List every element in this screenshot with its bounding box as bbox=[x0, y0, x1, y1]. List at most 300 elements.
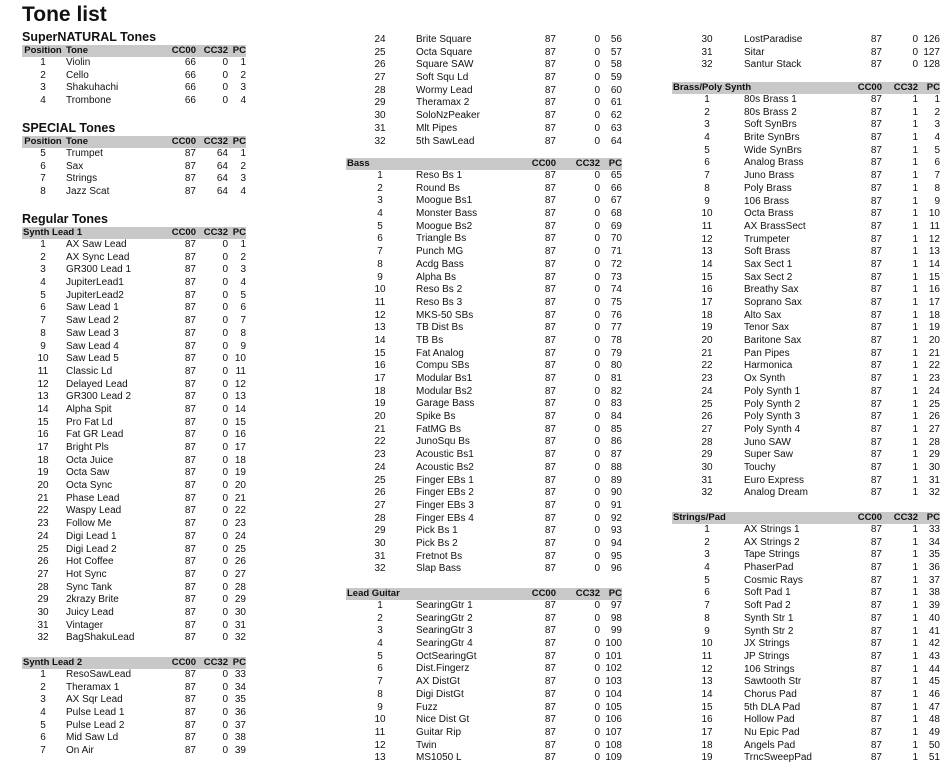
cc00-cell: 87 bbox=[544, 563, 556, 575]
cc32-cell: 0 bbox=[594, 135, 600, 147]
position-cell: 14 bbox=[37, 403, 49, 415]
cc00-cell: 87 bbox=[184, 378, 196, 390]
position-cell: 2 bbox=[40, 681, 46, 693]
tone-name-cell: Trumpet bbox=[66, 148, 103, 159]
cc00-cell: 87 bbox=[870, 436, 882, 448]
tone-name-cell: Saw Lead 2 bbox=[66, 315, 119, 327]
pc-cell: 58 bbox=[610, 59, 622, 71]
tone-row bbox=[22, 720, 246, 733]
tone-row bbox=[346, 411, 622, 424]
tone-name-cell: Slap Bass bbox=[416, 563, 462, 575]
cc32-cell: 0 bbox=[222, 442, 228, 453]
position-cell: 19 bbox=[37, 467, 49, 479]
tone-row bbox=[22, 290, 246, 303]
tone-name-cell: Saw Lead 5 bbox=[66, 353, 119, 365]
tone-row bbox=[346, 424, 622, 437]
pc-cell: 2 bbox=[240, 251, 246, 263]
cc00-cell: 87 bbox=[870, 59, 882, 71]
pc-cell: 1 bbox=[240, 239, 246, 250]
cc32-cell: 0 bbox=[594, 284, 600, 296]
header-pc: PC bbox=[232, 227, 246, 238]
tone-row bbox=[346, 221, 622, 234]
tone-row bbox=[672, 651, 940, 664]
pc-cell: 77 bbox=[610, 322, 622, 334]
tone-name-cell: AX BrassSect bbox=[744, 220, 806, 232]
position-cell: 14 bbox=[701, 688, 713, 700]
tone-row bbox=[672, 714, 940, 727]
pc-cell: 20 bbox=[234, 480, 246, 492]
cc32-cell: 0 bbox=[222, 543, 228, 555]
tone-name-cell: Wormy Lead bbox=[416, 84, 473, 96]
tone-row bbox=[22, 379, 246, 392]
tone-name-cell: Touchy bbox=[744, 461, 776, 473]
tone-name-cell: Digi Lead 2 bbox=[66, 543, 117, 555]
tone-row bbox=[346, 373, 622, 386]
cc32-cell: 0 bbox=[912, 46, 918, 58]
cc32-cell: 0 bbox=[594, 182, 600, 194]
pc-cell: 24 bbox=[928, 385, 940, 397]
tone-row bbox=[22, 669, 246, 682]
pc-cell: 100 bbox=[605, 638, 622, 650]
tone-row bbox=[672, 740, 940, 753]
pc-cell: 29 bbox=[234, 594, 246, 606]
position-cell: 18 bbox=[37, 454, 49, 466]
pc-cell: 3 bbox=[934, 119, 940, 131]
tone-name-cell: AX Strings 2 bbox=[744, 536, 800, 548]
tone-name-cell: Poly Brass bbox=[744, 182, 792, 194]
cc00-cell: 87 bbox=[184, 732, 196, 744]
position-cell: 7 bbox=[704, 600, 710, 612]
cc32-cell: 0 bbox=[594, 739, 600, 751]
position-cell: 32 bbox=[374, 563, 386, 575]
pc-cell: 30 bbox=[928, 461, 940, 473]
cc00-cell: 87 bbox=[544, 600, 556, 611]
tone-name-cell: Moogue Bs1 bbox=[416, 195, 473, 207]
tone-row bbox=[672, 145, 940, 158]
cc00-cell: 87 bbox=[544, 271, 556, 283]
tone-name-cell: Soft Pad 2 bbox=[744, 600, 791, 612]
tone-name-cell: Tenor Sax bbox=[744, 322, 790, 334]
tone-name-cell: Juno SAW bbox=[744, 436, 791, 448]
pc-cell: 36 bbox=[234, 707, 246, 719]
position-cell: 26 bbox=[701, 411, 713, 423]
cc32-cell: 0 bbox=[594, 373, 600, 384]
tone-name-cell: Sax Sect 2 bbox=[744, 271, 793, 283]
tone-name-cell: Alpha Spit bbox=[66, 403, 112, 415]
pc-cell: 18 bbox=[234, 454, 246, 466]
tone-name-cell: Synth Str 1 bbox=[744, 612, 794, 624]
cc32-cell: 0 bbox=[594, 195, 600, 207]
tone-row bbox=[22, 161, 246, 174]
cc32-cell: 1 bbox=[912, 220, 918, 232]
cc32-cell: 1 bbox=[912, 524, 918, 535]
pc-cell: 5 bbox=[934, 144, 940, 156]
tone-row bbox=[346, 297, 622, 310]
tone-name-cell: Monster Bass bbox=[416, 208, 478, 220]
position-cell: 16 bbox=[37, 429, 49, 441]
cc00-cell: 87 bbox=[544, 258, 556, 270]
tone-row bbox=[22, 620, 246, 633]
cc00-cell: 87 bbox=[870, 208, 882, 220]
tone-name-cell: Cello bbox=[66, 69, 89, 81]
cc32-cell: 0 bbox=[222, 467, 228, 479]
header-cc32: CC32 bbox=[893, 512, 918, 523]
position-cell: 1 bbox=[40, 239, 46, 250]
tone-row bbox=[346, 727, 622, 740]
cc32-cell: 0 bbox=[594, 84, 600, 96]
pc-cell: 78 bbox=[610, 334, 622, 346]
tone-name-cell: Fat Analog bbox=[416, 347, 464, 359]
pc-cell: 95 bbox=[610, 550, 622, 562]
page-title: Tone list bbox=[22, 3, 107, 26]
tone-name-cell: Modular Bs1 bbox=[416, 373, 473, 384]
tone-row bbox=[22, 391, 246, 404]
pc-cell: 3 bbox=[240, 82, 246, 94]
pc-cell: 29 bbox=[928, 449, 940, 461]
position-cell: 21 bbox=[374, 423, 386, 435]
position-cell: 21 bbox=[37, 492, 49, 504]
cc32-cell: 1 bbox=[912, 650, 918, 662]
tone-row bbox=[346, 72, 622, 85]
header-cc32: CC32 bbox=[203, 227, 228, 238]
special-title: SPECIAL Tones bbox=[22, 121, 116, 135]
pc-cell: 9 bbox=[934, 195, 940, 207]
pc-cell: 71 bbox=[610, 246, 622, 258]
tone-name-cell: Garage Bass bbox=[416, 398, 475, 410]
position-cell: 3 bbox=[704, 549, 710, 561]
pc-cell: 19 bbox=[928, 322, 940, 334]
tone-name-cell: OctSearingGt bbox=[416, 650, 477, 662]
tone-row bbox=[672, 107, 940, 120]
position-cell: 29 bbox=[374, 525, 386, 537]
position-cell: 20 bbox=[37, 480, 49, 492]
cc00-cell: 87 bbox=[870, 284, 882, 296]
tone-name-cell: JupiterLead1 bbox=[66, 277, 124, 289]
position-cell: 16 bbox=[374, 360, 386, 372]
cc32-cell: 0 bbox=[594, 246, 600, 258]
pc-cell: 67 bbox=[610, 195, 622, 207]
pc-cell: 20 bbox=[928, 335, 940, 347]
cc32-cell: 1 bbox=[912, 474, 918, 486]
position-cell: 11 bbox=[374, 726, 386, 738]
cc32-cell: 0 bbox=[222, 518, 228, 530]
cc32-cell: 0 bbox=[594, 258, 600, 270]
position-cell: 25 bbox=[374, 474, 386, 486]
cc00-cell: 87 bbox=[184, 480, 196, 492]
cc00-cell: 87 bbox=[544, 296, 556, 308]
position-cell: 27 bbox=[37, 568, 49, 580]
tone-name-cell: JupiterLead2 bbox=[66, 289, 124, 301]
pc-cell: 10 bbox=[928, 208, 940, 220]
tone-row bbox=[22, 353, 246, 366]
tone-name-cell: TrncSweepPad bbox=[744, 752, 812, 764]
pc-cell: 2 bbox=[240, 160, 246, 172]
cc00-cell: 87 bbox=[184, 681, 196, 693]
position-cell: 4 bbox=[377, 208, 383, 220]
position-cell: 8 bbox=[377, 258, 383, 270]
cc32-cell: 0 bbox=[594, 436, 600, 448]
position-cell: 7 bbox=[377, 676, 383, 688]
cc32-cell: 0 bbox=[594, 663, 600, 675]
tone-name-cell: Soft SynBrs bbox=[744, 119, 797, 131]
pc-cell: 85 bbox=[610, 423, 622, 435]
pc-cell: 47 bbox=[928, 701, 940, 713]
tone-row bbox=[672, 752, 940, 765]
pc-cell: 13 bbox=[234, 391, 246, 403]
cc32-cell: 0 bbox=[594, 461, 600, 473]
cc32-cell: 1 bbox=[912, 638, 918, 650]
cc32-cell: 0 bbox=[594, 638, 600, 650]
pc-cell: 109 bbox=[605, 752, 622, 764]
tone-row bbox=[672, 475, 940, 488]
position-cell: 18 bbox=[374, 385, 386, 397]
cc00-cell: 87 bbox=[544, 525, 556, 537]
position-cell: 31 bbox=[374, 550, 386, 562]
cc00-cell: 87 bbox=[544, 663, 556, 675]
position-cell: 9 bbox=[704, 195, 710, 207]
cc00-cell: 87 bbox=[544, 182, 556, 194]
cc00-cell: 87 bbox=[870, 246, 882, 258]
tone-row bbox=[346, 360, 622, 373]
tone-row bbox=[22, 467, 246, 480]
cc00-cell: 87 bbox=[870, 625, 882, 637]
header-cc32: CC32 bbox=[575, 158, 600, 169]
cc00-cell: 87 bbox=[870, 727, 882, 738]
cc00-cell: 87 bbox=[870, 94, 882, 105]
position-cell: 3 bbox=[40, 82, 46, 94]
tone-row bbox=[22, 607, 246, 620]
pc-cell: 104 bbox=[605, 688, 622, 700]
tone-row bbox=[346, 110, 622, 123]
pc-cell: 34 bbox=[928, 536, 940, 548]
position-cell: 25 bbox=[701, 398, 713, 410]
cc32-cell: 0 bbox=[222, 416, 228, 428]
tone-row bbox=[22, 82, 246, 95]
cc32-cell: 1 bbox=[912, 562, 918, 574]
tone-name-cell: Triangle Bs bbox=[416, 233, 467, 245]
tone-name-cell: Analog Dream bbox=[744, 487, 808, 499]
cc32-cell: 0 bbox=[222, 365, 228, 377]
position-cell: 30 bbox=[701, 34, 713, 45]
bass-section bbox=[346, 158, 622, 576]
tone-row bbox=[346, 322, 622, 335]
pc-cell: 2 bbox=[934, 106, 940, 118]
tone-name-cell: 5th SawLead bbox=[416, 135, 475, 147]
cc32-cell: 1 bbox=[912, 309, 918, 321]
pc-cell: 32 bbox=[928, 487, 940, 499]
pc-cell: 128 bbox=[923, 59, 940, 71]
cc00-cell: 87 bbox=[544, 208, 556, 220]
tone-row bbox=[672, 424, 940, 437]
pc-cell: 50 bbox=[928, 739, 940, 751]
pc-cell: 87 bbox=[610, 449, 622, 461]
header-cc00: CC00 bbox=[171, 657, 196, 668]
pc-cell: 37 bbox=[928, 574, 940, 586]
pc-cell: 2 bbox=[240, 69, 246, 81]
tone-row bbox=[672, 132, 940, 145]
cc32-cell: 0 bbox=[222, 289, 228, 301]
cc32-cell: 0 bbox=[222, 619, 228, 631]
tone-name-cell: Saw Lead 3 bbox=[66, 327, 119, 339]
cc32-cell: 0 bbox=[222, 707, 228, 719]
tone-row bbox=[346, 513, 622, 526]
tone-row bbox=[672, 462, 940, 475]
tone-name-cell: Wide SynBrs bbox=[744, 144, 802, 156]
cc00-cell: 87 bbox=[544, 739, 556, 751]
cc00-cell: 87 bbox=[544, 84, 556, 96]
position-cell: 2 bbox=[40, 69, 46, 81]
cc00-cell: 87 bbox=[544, 612, 556, 624]
tone-row bbox=[672, 689, 940, 702]
pc-cell: 6 bbox=[934, 157, 940, 169]
tone-name-cell: Poly Synth 2 bbox=[744, 398, 801, 410]
position-cell: 30 bbox=[37, 606, 49, 618]
tone-row bbox=[672, 59, 940, 72]
cc32-cell: 1 bbox=[912, 436, 918, 448]
position-cell: 1 bbox=[377, 170, 383, 181]
position-cell: 4 bbox=[377, 638, 383, 650]
position-cell: 28 bbox=[374, 84, 386, 96]
header-cc00: CC00 bbox=[857, 512, 882, 523]
position-cell: 1 bbox=[704, 524, 710, 535]
cc32-cell: 0 bbox=[222, 492, 228, 504]
special-header bbox=[22, 136, 246, 148]
tone-row bbox=[672, 613, 940, 626]
header-cc00: CC00 bbox=[857, 82, 882, 93]
cc00-cell: 87 bbox=[870, 258, 882, 270]
tone-row bbox=[346, 97, 622, 110]
cc00-cell: 87 bbox=[184, 530, 196, 542]
pc-cell: 27 bbox=[928, 423, 940, 435]
tone-name-cell: Modular Bs2 bbox=[416, 385, 473, 397]
tone-row bbox=[346, 246, 622, 259]
cc00-cell: 87 bbox=[870, 233, 882, 245]
tone-row bbox=[346, 272, 622, 285]
cc32-cell: 1 bbox=[912, 94, 918, 105]
tone-row bbox=[22, 315, 246, 328]
cc00-cell: 66 bbox=[184, 69, 196, 81]
position-cell: 17 bbox=[701, 727, 713, 738]
cc32-cell: 0 bbox=[222, 581, 228, 593]
position-cell: 7 bbox=[40, 745, 46, 757]
tone-name-cell: Hollow Pad bbox=[744, 714, 795, 726]
pc-cell: 61 bbox=[610, 97, 622, 109]
tone-row bbox=[22, 745, 246, 758]
cc00-cell: 87 bbox=[870, 714, 882, 726]
tone-name-cell: Fretnot Bs bbox=[416, 550, 463, 562]
tone-name-cell: TB Bs bbox=[416, 334, 444, 346]
cc00-cell: 87 bbox=[544, 72, 556, 84]
tone-row bbox=[22, 429, 246, 442]
position-cell: 24 bbox=[37, 530, 49, 542]
cc32-cell: 1 bbox=[912, 385, 918, 397]
cc00-cell: 87 bbox=[544, 701, 556, 713]
supernatural-header bbox=[22, 45, 246, 57]
cc32-cell: 0 bbox=[594, 474, 600, 486]
position-cell: 12 bbox=[701, 233, 713, 245]
pc-cell: 72 bbox=[610, 258, 622, 270]
position-cell: 24 bbox=[701, 385, 713, 397]
cc32-cell: 0 bbox=[222, 95, 228, 107]
tone-row bbox=[672, 676, 940, 689]
tone-name-cell: On Air bbox=[66, 745, 94, 757]
cc00-cell: 87 bbox=[184, 403, 196, 415]
cc00-cell: 87 bbox=[870, 182, 882, 194]
cc32-cell: 1 bbox=[912, 600, 918, 612]
cc32-cell: 64 bbox=[216, 186, 228, 198]
position-cell: 28 bbox=[37, 581, 49, 593]
tone-name-cell: Angels Pad bbox=[744, 739, 796, 751]
tone-name-cell: Trombone bbox=[66, 95, 112, 107]
pc-cell: 38 bbox=[928, 587, 940, 599]
cc00-cell: 87 bbox=[184, 186, 196, 198]
cc32-cell: 0 bbox=[594, 110, 600, 122]
cc32-cell: 1 bbox=[912, 335, 918, 347]
tone-row bbox=[672, 549, 940, 562]
cc32-cell: 0 bbox=[594, 650, 600, 662]
tone-row bbox=[346, 284, 622, 297]
tone-name-cell: Soft Squ Ld bbox=[416, 72, 469, 84]
cc32-cell: 1 bbox=[912, 688, 918, 700]
cc32-cell: 0 bbox=[222, 454, 228, 466]
position-cell: 12 bbox=[701, 663, 713, 675]
tone-name-cell: Reso Bs 1 bbox=[416, 170, 463, 181]
tone-name-cell: Euro Express bbox=[744, 474, 805, 486]
position-cell: 21 bbox=[701, 347, 713, 359]
pc-cell: 102 bbox=[605, 663, 622, 675]
tone-row bbox=[672, 322, 940, 335]
header-cc00: CC00 bbox=[171, 227, 196, 238]
cc00-cell: 66 bbox=[184, 57, 196, 68]
cc00-cell: 87 bbox=[870, 347, 882, 359]
position-cell: 5 bbox=[704, 144, 710, 156]
position-cell: 13 bbox=[37, 391, 49, 403]
cc00-cell: 87 bbox=[184, 694, 196, 706]
position-cell: 24 bbox=[374, 34, 386, 45]
cc32-cell: 0 bbox=[222, 429, 228, 441]
cc00-cell: 87 bbox=[544, 46, 556, 58]
cc00-cell: 87 bbox=[870, 587, 882, 599]
tone-name-cell: Sax Sect 1 bbox=[744, 258, 793, 270]
position-cell: 4 bbox=[704, 562, 710, 574]
pc-cell: 33 bbox=[928, 524, 940, 535]
cc32-cell: 1 bbox=[912, 549, 918, 561]
pc-cell: 96 bbox=[610, 563, 622, 575]
tone-row bbox=[22, 186, 246, 199]
cc00-cell: 87 bbox=[184, 619, 196, 631]
tone-name-cell: Theramax 1 bbox=[66, 681, 120, 693]
synth-lead-2-continued-section bbox=[346, 34, 622, 148]
position-cell: 3 bbox=[40, 264, 46, 276]
pc-cell: 32 bbox=[234, 632, 246, 644]
tone-row bbox=[346, 551, 622, 564]
pc-cell: 26 bbox=[234, 556, 246, 568]
tone-row bbox=[672, 34, 940, 47]
position-cell: 32 bbox=[701, 487, 713, 499]
cc00-cell: 87 bbox=[544, 34, 556, 45]
cc00-cell: 87 bbox=[544, 550, 556, 562]
tone-row bbox=[672, 284, 940, 297]
cc00-cell: 87 bbox=[184, 340, 196, 352]
position-cell: 31 bbox=[701, 474, 713, 486]
tone-name-cell: Ox Synth bbox=[744, 373, 786, 385]
tone-name-cell: AX Sqr Lead bbox=[66, 694, 123, 706]
tone-row bbox=[346, 170, 622, 183]
tone-row bbox=[22, 569, 246, 582]
tone-name-cell: FatMG Bs bbox=[416, 423, 462, 435]
header-pc: PC bbox=[232, 45, 246, 56]
tone-name-cell: Mlt Pipes bbox=[416, 122, 458, 134]
